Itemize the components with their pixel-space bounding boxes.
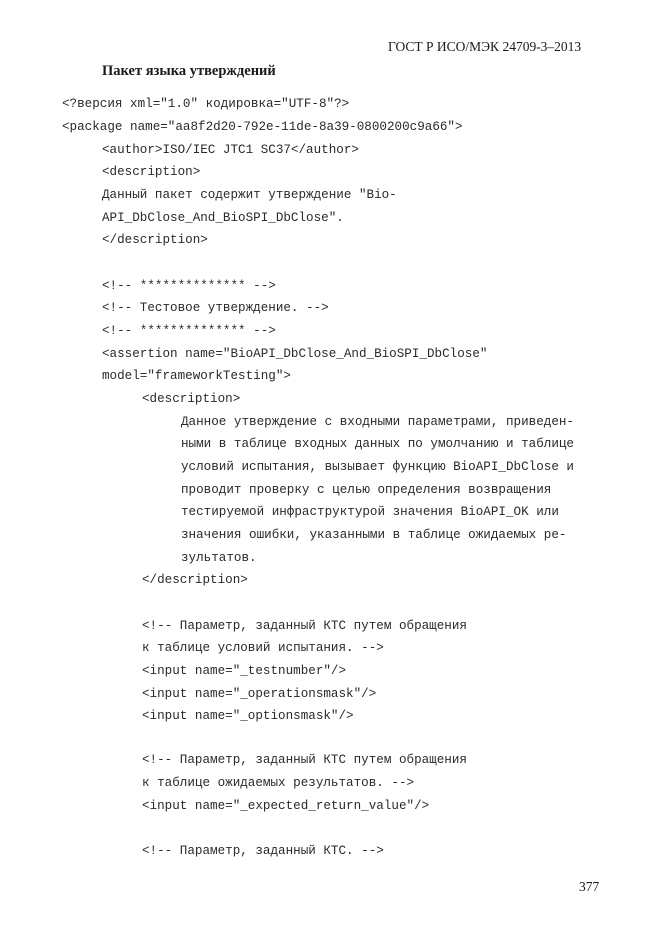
code-line: Данное утверждение с входными параметрами, приведен-	[181, 415, 574, 429]
code-line: <!-- Параметр, заданный КТС. -->	[142, 844, 384, 858]
code-line: значения ошибки, указанными в таблице ожидаемых ре-	[181, 528, 567, 542]
code-line: проводит проверку с целью определения возвращения	[181, 483, 552, 497]
code-line: ными в таблице входных данных по умолчанию и таблице	[181, 437, 574, 451]
code-line: к таблице условий испытания. -->	[142, 641, 384, 655]
page-number: 377	[579, 879, 600, 894]
code-line: тестируемой инфраструктурой значения BioAPI_OK или	[181, 505, 559, 519]
code-line: <!-- ************** -->	[102, 279, 276, 293]
code-line: <input name="_operationsmask"/>	[142, 687, 377, 701]
code-line: <input name="_expected_return_value"/>	[142, 799, 430, 813]
code-line: </description>	[102, 233, 208, 247]
code-line: <!-- Тестовое утверждение. -->	[102, 301, 329, 315]
section-title: Пакет языка утверждений	[102, 63, 276, 79]
code-line: <assertion name="BioAPI_DbClose_And_BioSPI_DbClose"	[102, 347, 488, 361]
code-line: <author>ISO/IEC JTC1 SC37</author>	[102, 143, 359, 157]
code-line: <input name="_testnumber"/>	[142, 664, 347, 678]
code-line: <!-- Параметр, заданный КТС путем обращения	[142, 619, 467, 633]
code-line: <!-- Параметр, заданный КТС путем обращения	[142, 753, 467, 767]
code-line: зультатов.	[181, 551, 257, 565]
code-line: <input name="_optionsmask"/>	[142, 709, 354, 723]
code-line: к таблице ожидаемых результатов. -->	[142, 776, 415, 790]
code-line: <description>	[142, 392, 241, 406]
code-line: условий испытания, вызывает функцию BioAPI_DbClose и	[181, 460, 574, 474]
document-header: ГОСТ Р ИСО/МЭК 24709-3–2013	[388, 39, 582, 54]
code-line: Данный пакет содержит утверждение "Bio-	[102, 188, 397, 202]
code-line: </description>	[142, 573, 248, 587]
code-line: <!-- ************** -->	[102, 324, 276, 338]
code-line: <package name="aa8f2d20-792e-11de-8a39-0800200c9a66">	[62, 120, 463, 134]
code-line: API_DbClose_And_BioSPI_DbClose".	[102, 211, 344, 225]
code-line: model="frameworkTesting">	[102, 369, 291, 383]
code-line: <description>	[102, 165, 201, 179]
code-line: <?версия xml="1.0" кодировка="UTF-8"?>	[62, 97, 350, 111]
